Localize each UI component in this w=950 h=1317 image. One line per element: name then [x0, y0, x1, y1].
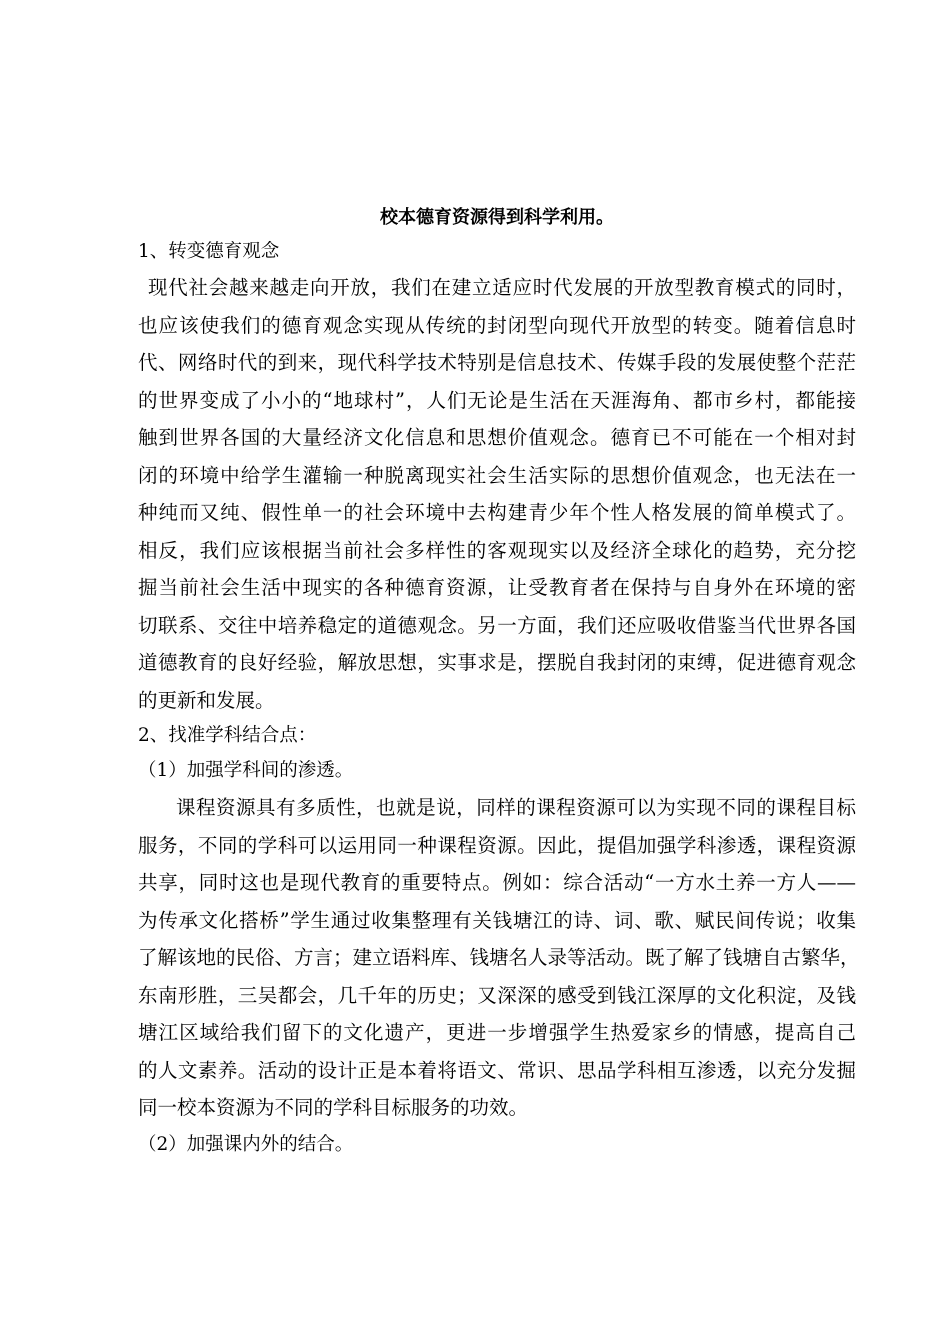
paragraph-line: 为传承文化搭桥”学生通过收集整理有关钱塘江的诗、词、歌、赋民间传说；收集: [138, 908, 856, 932]
paragraph-line: 闭的环境中给学生灌输一种脱离现实社会生活实际的思想价值观念，也无法在一: [138, 463, 856, 487]
paragraph-line: 塘江区域给我们留下的文化遗产，更进一步增强学生热爱家乡的情感，提高自己: [138, 1021, 856, 1044]
paragraph-line: 切联系、交往中培养稳定的道德观念。另一方面，我们还应吸收借鉴当代世界各国: [138, 613, 856, 637]
subsection-1-heading: （1）加强学科间的渗透。: [138, 760, 354, 781]
paragraph-line: 掘当前社会生活中现实的各种德育资源，让受教育者在保持与自身外在环境的密: [138, 576, 856, 599]
subsection-1-paragraph: [138, 789, 860, 1127]
paragraph-line: 服务，不同的学科可以运用同一种课程资源。因此，提倡加强学科渗透，课程资源: [138, 833, 856, 857]
paragraph-line: 现代社会越来越走向开放，我们在建立适应时代发展的开放型教育模式的同时，: [148, 276, 856, 299]
paragraph-line: 了解该地的民俗、方言；建立语料库、钱塘名人录等活动。既了解了钱塘自古繁华，: [138, 946, 860, 969]
paragraph-line: 的人文素养。活动的设计正是本着将语文、常识、思品学科相互渗透，以充分发掘: [138, 1058, 856, 1082]
paragraph-line: 触到世界各国的大量经济文化信息和思想价值观念。德育已不可能在一个相对封: [138, 426, 856, 449]
paragraph-line: 种纯而又纯、假性单一的社会环境中去构建青少年个性人格发展的简单模式了。: [138, 501, 856, 524]
section-1-paragraph: [138, 269, 856, 719]
paragraph-line: 道德教育的良好经验，解放思想，实事求是，摆脱自我封闭的束缚，促进德育观念: [138, 651, 856, 674]
paragraph-line: 同一校本资源为不同的学科目标服务的功效。: [138, 1096, 529, 1119]
section-2-heading: 2、找准学科结合点：: [138, 725, 317, 746]
paragraph-line: 代、网络时代的到来，现代科学技术特别是信息技术、传媒手段的发展使整个茫茫: [138, 351, 856, 374]
paragraph-line: 的世界变成了小小的“地球村”，人们无论是生活在天涯海角、都市乡村，都能接: [138, 388, 856, 412]
document-title: 校本德育资源得到科学利用。: [380, 207, 614, 228]
paragraph-line: 相反，我们应该根据当前社会多样性的客观现实以及经济全球化的趋势，充分挖: [138, 538, 856, 562]
section-1-heading: 1、转变德育观念: [138, 241, 280, 262]
paragraph-line: 课程资源具有多质性，也就是说，同样的课程资源可以为实现不同的课程目标: [176, 796, 856, 819]
paragraph-line: 的更新和发展。: [138, 688, 275, 712]
subsection-2-heading: （2）加强课内外的结合。: [138, 1133, 354, 1155]
paragraph-line: 也应该使我们的德育观念实现从传统的封闭型向现代开放型的转变。随着信息时: [138, 313, 856, 337]
paragraph-line: 共享，同时这也是现代教育的重要特点。例如：综合活动“一方水土养一方人——: [138, 871, 856, 894]
paragraph-line: 东南形胜，三吴都会，几千年的历史；又深深的感受到钱江深厚的文化积淀，及钱: [138, 983, 856, 1007]
document-page: [138, 201, 860, 1163]
